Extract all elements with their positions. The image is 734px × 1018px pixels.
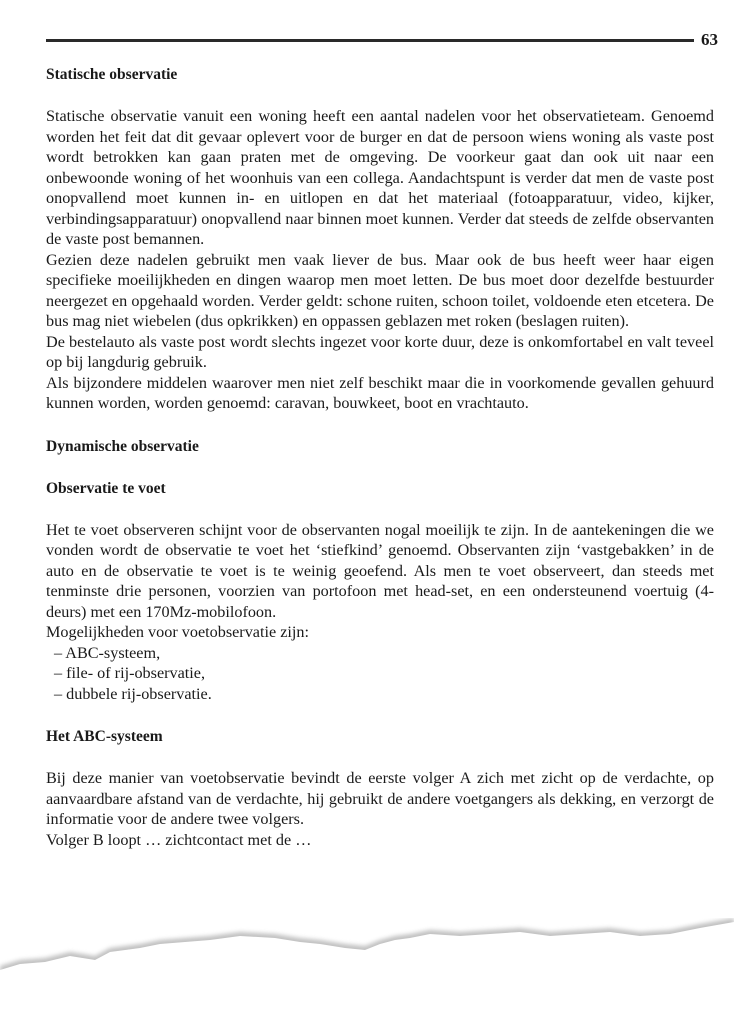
paragraph: Het te voet observeren schijnt voor de observanten nogal moeilijk te zijn. In de aantekeningen die we vonden wordt de observatie te voet het ‘stiefkind’ genoemd. Observanten zijn ‘vastgebakken’ in de auto en de observatie te voet is te weinig geoefend. Als men te voet observeert, dan steeds met tenminste drie personen, voorzien van portofoon met head-set, en een ondersteunend voertuig (4-deurs) met een 170Mz-mobilofoon. xyxy=(46,520,714,621)
paragraph: Als bijzondere middelen waarover men niet zelf beschikt maar die in voorkomende gevallen gehuurd kunnen worden, worden genoemd: caravan, bouwkeet, boot en vrachtauto. xyxy=(46,373,714,412)
list-item: – file- of rij-observatie, xyxy=(46,663,714,684)
options-list xyxy=(46,643,714,705)
torn-paper-edge xyxy=(0,918,734,1018)
list-item: – dubbele rij-observatie. xyxy=(46,684,714,705)
list-item: – ABC-systeem, xyxy=(46,643,714,664)
paragraph: Bij deze manier van voetobservatie bevindt de eerste volger A zich met zicht op de verdachte, op aanvaardbare afstand van de verdachte, hij gebruikt de andere voetgangers als dekking, en verzorgt de informatie voor de andere twee volgers. xyxy=(46,769,714,828)
paragraph: Statische observatie vanuit een woning heeft een aantal nadelen voor het observatieteam. Genoemd worden het feit dat dit gevaar oplevert voor de burger en dat de persoon wiens woning als vaste post wordt betrokken kan gaan praten met de omgeving. De voorkeur gaat dan ook uit naar een onbewoonde woning of het woonhuis van een collega. Aandachtspunt is verder dat men de vaste post onopvallend moet kunnen in- en uitlopen en dat het materiaal (fotoapparatuur, video, kijker, verbindingsapparatuur) onopvallend naar binnen moet kunnen. Verder dat steeds de zelfde observanten de vaste post bemannen. xyxy=(46,107,714,248)
header-rule xyxy=(46,39,694,42)
heading-abc-systeem: Het ABC-systeem xyxy=(46,728,163,745)
heading-dynamische-observatie: Dynamische observatie xyxy=(46,437,199,455)
list-intro: Mogelijkheden voor voetobservatie zijn: xyxy=(46,623,309,641)
page-number: 63 xyxy=(701,30,718,49)
torn-line: Volger B loopt … zichtcontact met de … xyxy=(46,830,312,849)
page-content xyxy=(46,64,714,850)
paragraph: De bestelauto als vaste post wordt slechts ingezet voor korte duur, deze is onkomfortabel en valt teveel op bij langdurig gebruik. xyxy=(46,332,714,371)
heading-statische-observatie: Statische observatie xyxy=(46,66,178,83)
heading-observatie-te-voet: Observatie te voet xyxy=(46,479,166,497)
paragraph: Gezien deze nadelen gebruikt men vaak liever de bus. Maar ook de bus heeft weer haar eigen specifieke moeilijkheden en dingen waarop men moet letten. De bus moet door dezelfde bestuurder neergezet en opgehaald worden. Verder geldt: schone ruiten, schoon toilet, voldoende eten etcetera. De bus mag niet wiebelen (dus opkrikken) en oppassen geblazen met roken (beslagen ruiten). xyxy=(46,250,714,330)
